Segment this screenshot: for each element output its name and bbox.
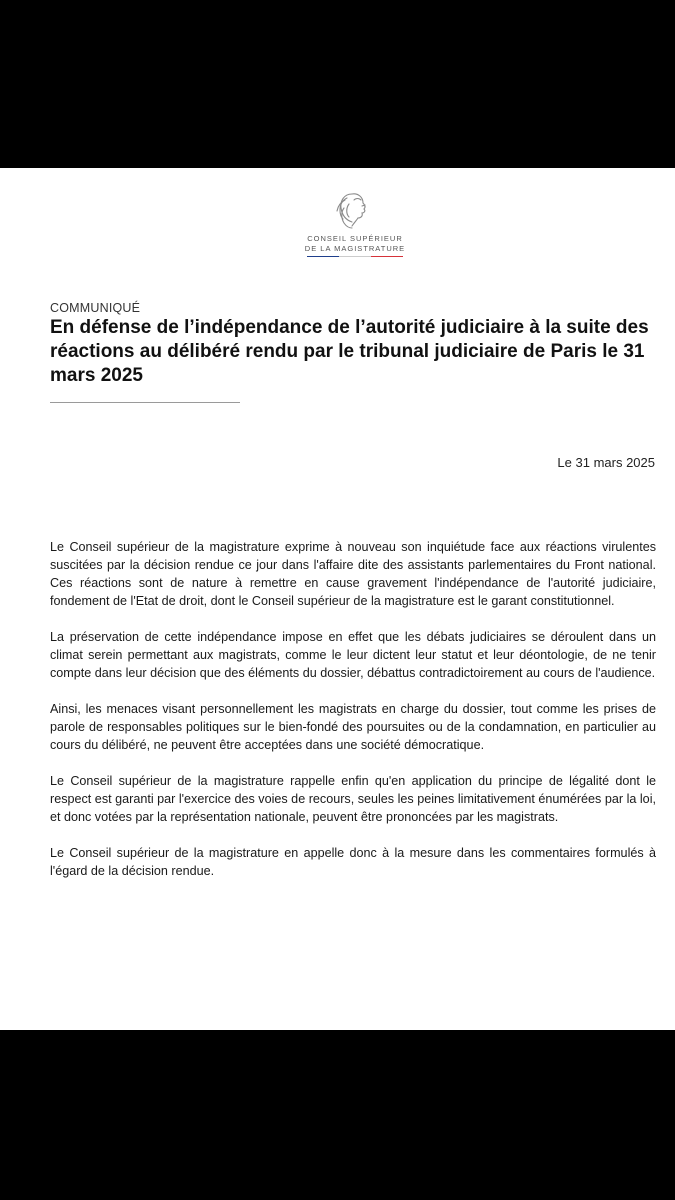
document-page [0, 168, 675, 1030]
marianne-icon [332, 186, 378, 234]
csm-logo [300, 186, 410, 257]
paragraph: Le Conseil supérieur de la magistrature en appelle donc à la mesure dans les commentaires formulés à l'égard de la décision rendue. [50, 846, 656, 878]
paragraph: Le Conseil supérieur de la magistrature exprime à nouveau son inquiétude face aux réactions virulentes suscitées par la décision rendue ce jour dans l'affaire dite des assistants parlementaires du Front national. Ces réactions sont de nature à remettre en cause gravement l'indépendance de l'autorité judiciaire, fondement de l'Etat de droit, dont le Conseil supérieur de la magistrature est le garant constitutionnel. [50, 540, 656, 608]
document-type-label: COMMUNIQUÉ [50, 301, 141, 315]
document-body [50, 538, 656, 898]
title-divider [50, 402, 240, 403]
document-title: En défense de l’indépendance de l’autorité judiciaire à la suite des réactions au délibéré rendu par le tribunal judiciaire de Paris le 31 mars 2025 [50, 317, 649, 386]
paragraph: La préservation de cette indépendance impose en effet que les débats judiciaires se déroulent dans un climat serein permettant aux magistrats, comme le leur dictent leur statut et leur déontologie, de ne tenir compte dans leur décision que des éléments du dossier, débattus contradictoirement au cours de l'audience. [50, 630, 656, 680]
paragraph: Le Conseil supérieur de la magistrature rappelle enfin qu'en application du principe de légalité dont le respect est garanti par l'exercice des voies de recours, seules les peines limitativement énumérées par la loi, et donc votées par la représentation nationale, peuvent être prononcées par les magistrats. [50, 774, 656, 824]
document-date: Le 31 mars 2025 [557, 455, 655, 470]
paragraph: Ainsi, les menaces visant personnellement les magistrats en charge du dossier, tout comme les prises de parole de responsables politiques sur le bien-fondé des poursuites ou de la condamnation, en particulier au cours du délibéré, ne peuvent être acceptées dans une société démocratique. [50, 702, 656, 752]
tricolor-rule [307, 256, 403, 257]
org-name-line1: CONSEIL SUPÉRIEUR [307, 234, 403, 243]
org-name-line2: DE LA MAGISTRATURE [304, 244, 406, 253]
